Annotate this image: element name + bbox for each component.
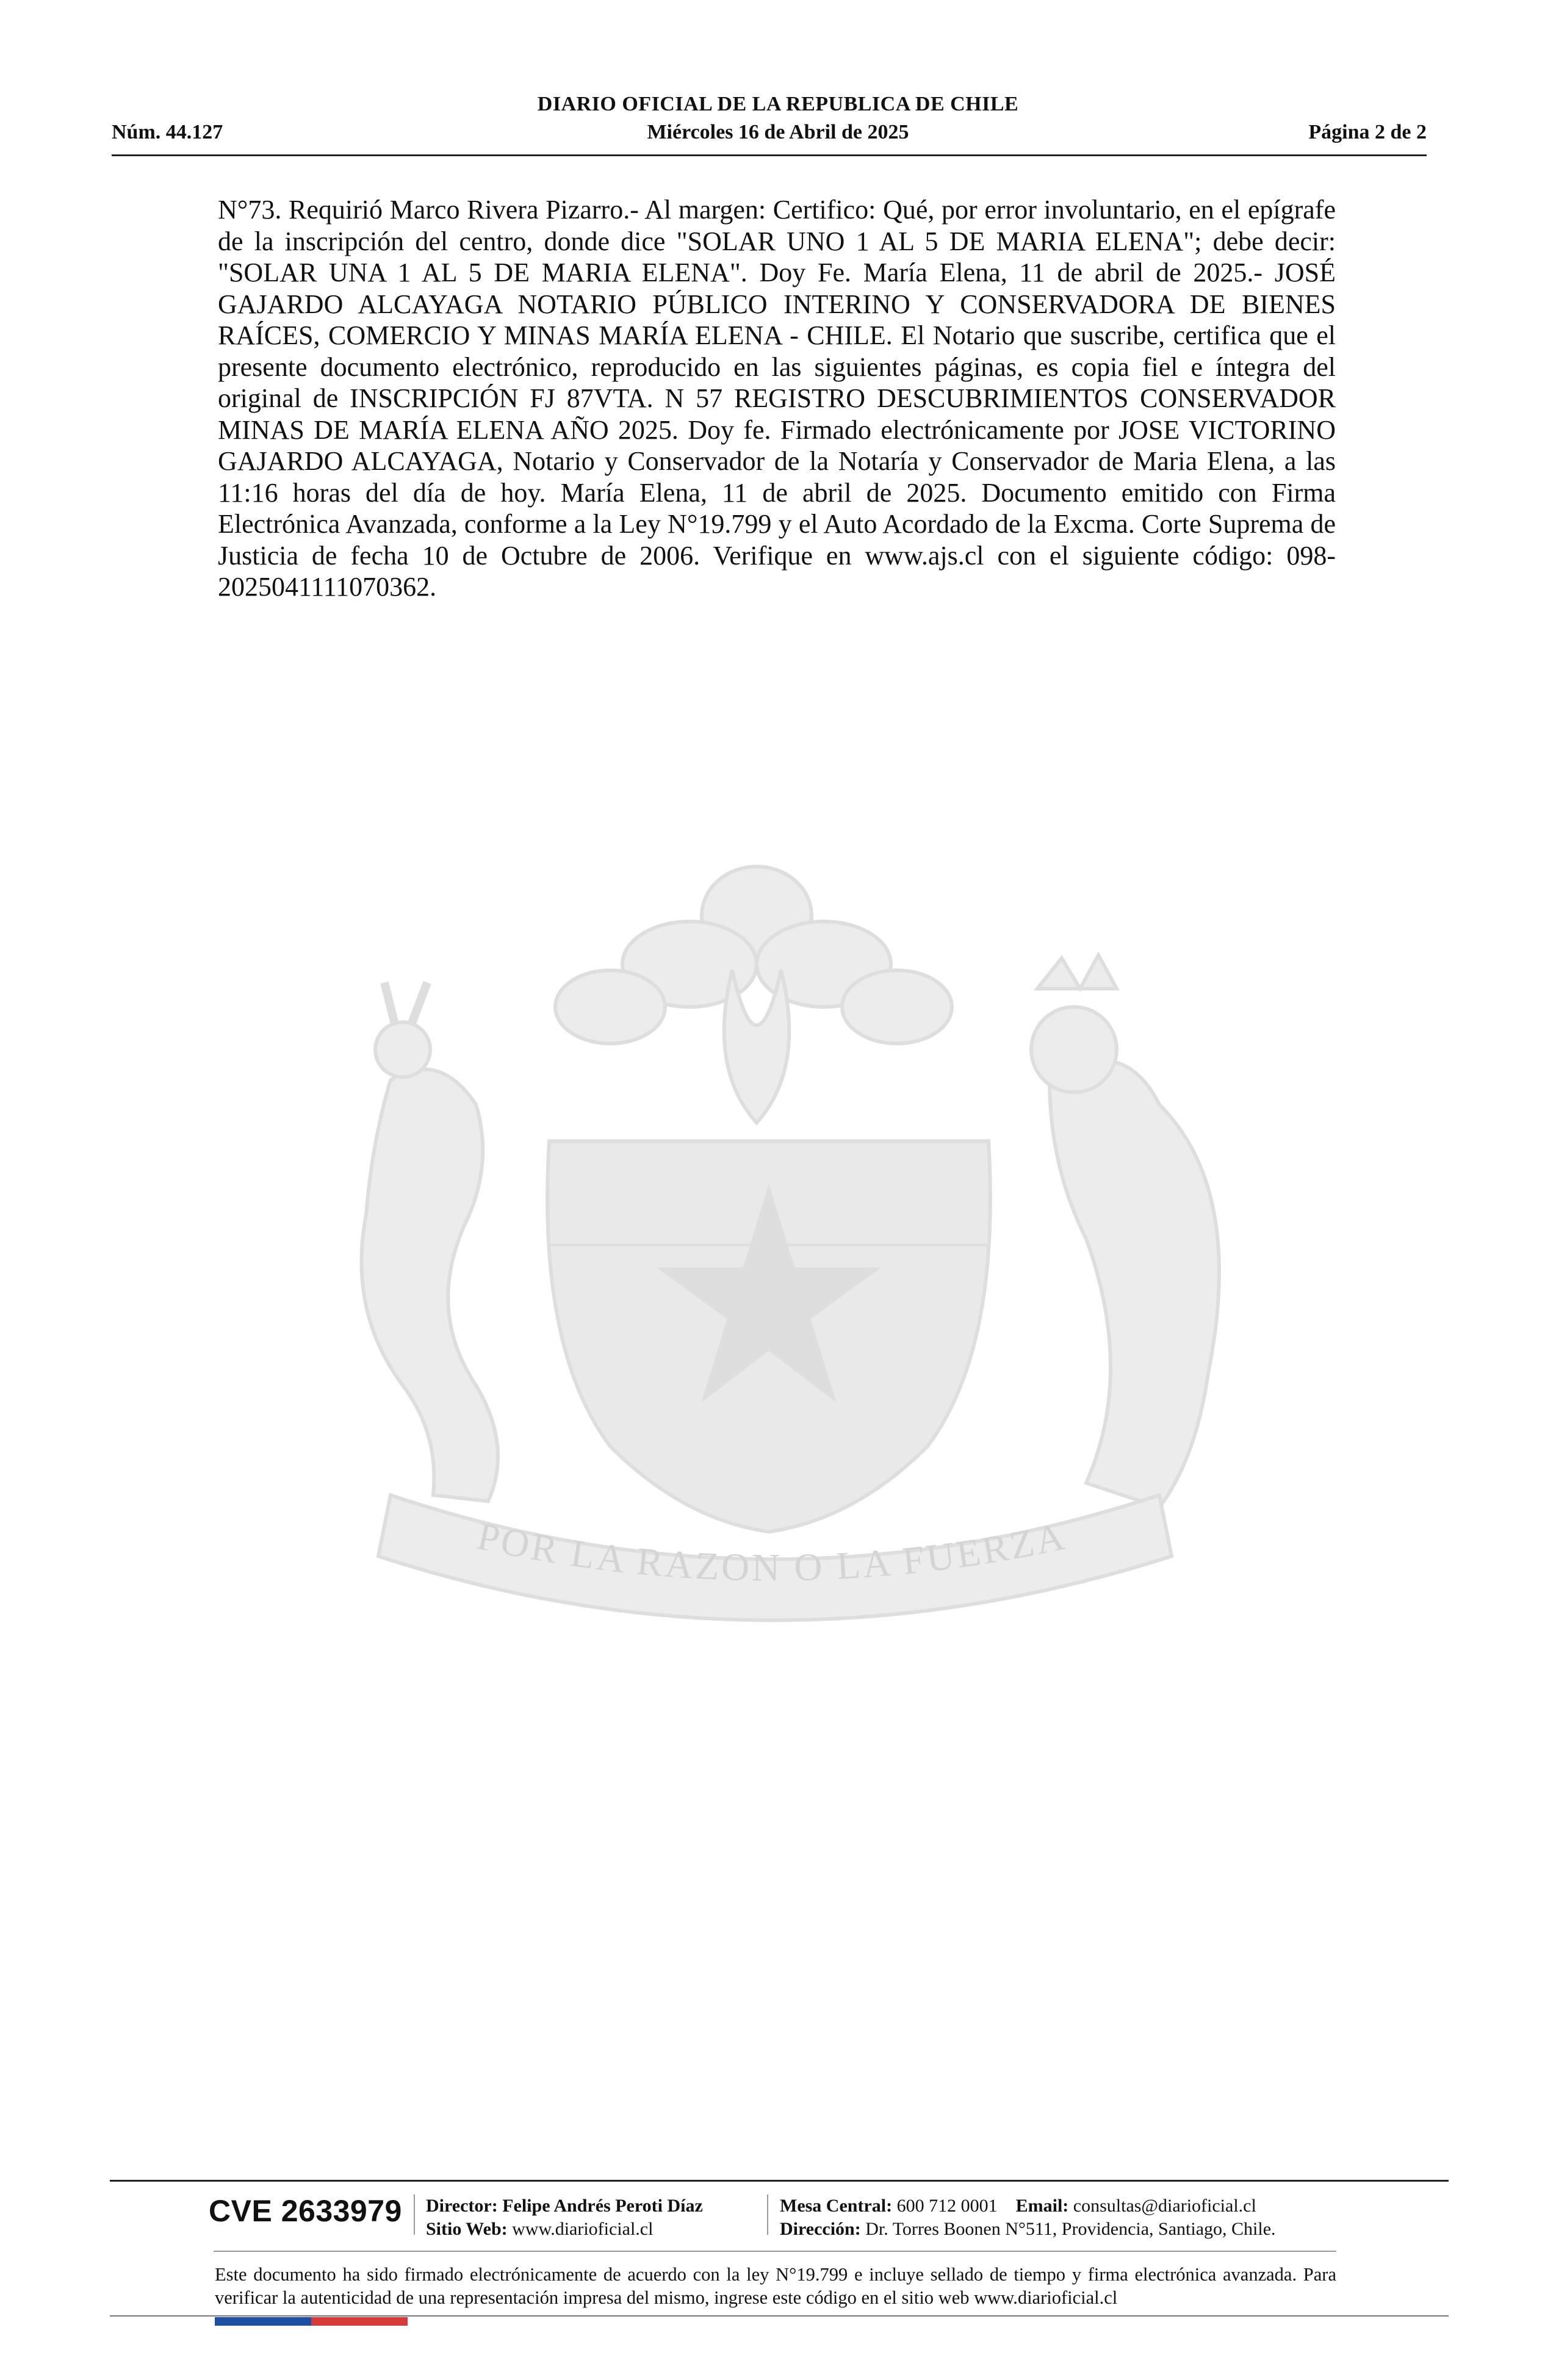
director-label: Director:: [426, 2196, 498, 2216]
footer-separator: [414, 2194, 415, 2235]
page-indicator: Página 2 de 2: [1308, 121, 1427, 143]
phone-number: 600 712 0001: [896, 2196, 998, 2216]
email-link[interactable]: consultas@diarioficial.cl: [1073, 2196, 1256, 2216]
director-name: Felipe Andrés Peroti Díaz: [502, 2196, 703, 2216]
issue-number: Núm. 44.127: [112, 121, 223, 143]
footer-divider-middle: [214, 2251, 1336, 2252]
footer-divider-top: [110, 2180, 1449, 2182]
footer-separator: [767, 2194, 768, 2235]
cve-code: CVE 2633979: [209, 2194, 402, 2228]
body-paragraph: N°73. Requirió Marco Rivera Pizarro.- Al margen: Certifico: Qué, por error involuntario, en el epígrafe de la inscripción del centro, donde dice "SOLAR UNO 1 AL 5 DE MARIA ELENA"; debe decir: "SOLAR UNA 1 AL 5 DE MARIA ELENA". Doy Fe. María Elena, 11 de abril de 2025.- JOSÉ GAJARDO ALCAYAGA NOTARIO PÚBLICO INTERINO Y CONSERVADORA DE BIENES RAÍCES, COMERCIO Y MINAS MARÍA ELENA - CHILE. El Notario que suscribe, certifica que el presente documento electrónico, reproducido en las siguientes páginas, es copia fiel e íntegra del original de INSCRIPCIÓN FJ 87VTA. N 57 REGISTRO DESCUBRIMIENTOS CONSERVADOR MINAS DE MARÍA ELENA AÑO 2025. Doy fe. Firmado electrónicamente por JOSE VICTORINO GAJARDO ALCAYAGA, Notario y Conservador de la Notaría y Conservador de Maria Elena, a las 11:16 horas del día de hoy. María Elena, 11 de abril de 2025. Documento emitido con Firma Electrónica Avanzada, conforme a la Ley N°19.799 y el Auto Acordado de la Excma. Corte Suprema de Justicia de fecha 10 de Octubre de 2006. Verifique en www.ajs.cl con el siguiente código: 098-2025041111070362.: [218, 195, 1336, 602]
website-label: Sitio Web:: [426, 2219, 508, 2239]
document-body: [218, 194, 1336, 603]
email-label: Email:: [1015, 2196, 1069, 2216]
svg-text:POR LA RAZON O LA FUERZA: POR LA RAZON O LA FUERZA: [474, 1513, 1070, 1590]
flag-stripe-blue: [215, 2317, 311, 2326]
footer-divider-bottom: [110, 2315, 1449, 2317]
footer-contact-left: [426, 2194, 703, 2241]
address-text: Dr. Torres Boonen N°511, Providencia, Santiago, Chile.: [865, 2219, 1276, 2239]
footer-contact-right: [780, 2194, 1276, 2241]
header-divider: [112, 154, 1427, 156]
newspaper-title: DIARIO OFICIAL DE LA REPUBLICA DE CHILE: [537, 93, 1019, 115]
flag-stripe-red: [311, 2317, 408, 2326]
address-label: Dirección:: [780, 2219, 861, 2239]
phone-label: Mesa Central:: [780, 2196, 893, 2216]
issue-date: Miércoles 16 de Abril de 2025: [647, 121, 909, 143]
signature-notice: Este documento ha sido firmado electrónicamente de acuerdo con la ley N°19.799 e incluye sellado de tiempo y firma electrónica avanzada. Para verificar la autenticidad de una representación impresa del mismo, ingrese este código en el sitio web www.diarioficial.cl: [215, 2264, 1336, 2308]
website-link[interactable]: www.diarioficial.cl: [512, 2219, 654, 2239]
coat-of-arms-watermark-icon: [207, 848, 1336, 1690]
